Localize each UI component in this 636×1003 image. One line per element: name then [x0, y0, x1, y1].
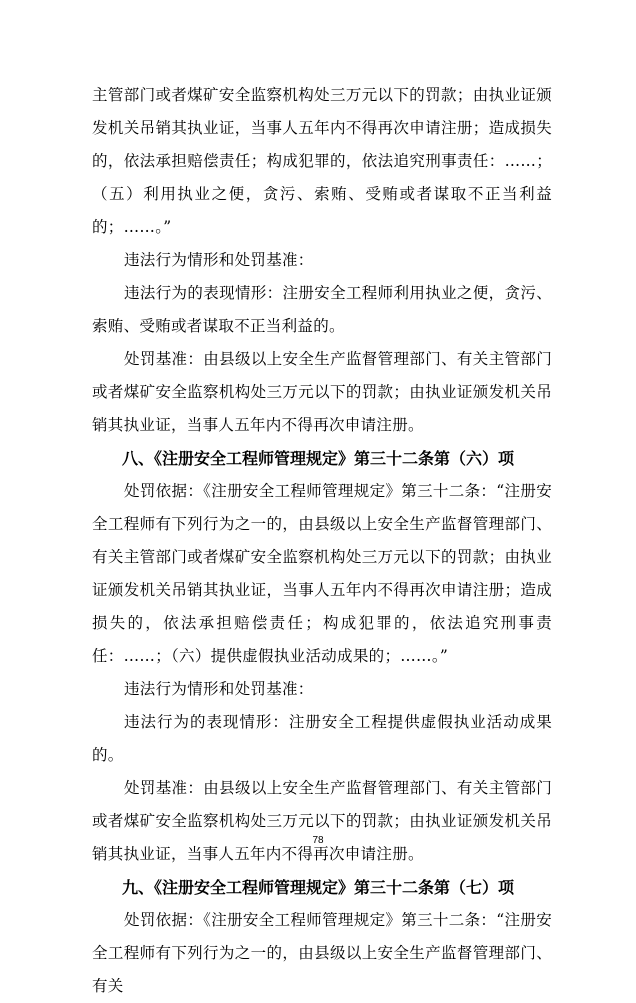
paragraph: 违法行为的表现情形：注册安全工程提供虚假执业活动成果的。	[92, 713, 552, 764]
page-number: 78	[312, 835, 324, 846]
paragraph: 处罚依据：《注册安全工程师管理规定》第三十二条：“注册安全工程师有下列行为之一的，由县级以上安全生产监督管理部门、有关主管部门或者煤矿安全监察机构处三万元以下的罚款；由执业证颁发机关吊销其执业证，当事人五年内不得再次申请注册；造成损失的，依法承担赔偿责任；构成犯罪的，依法追究刑事责任：……；（六）提供虚假执业活动成果的；……。”	[92, 482, 552, 665]
paragraph: 处罚基准：由县级以上安全生产监督管理部门、有关主管部门或者煤矿安全监察机构处三万元以下的罚款；由执业证颁发机关吊销其执业证，当事人五年内不得再次申请注册。	[92, 350, 552, 434]
paragraph: 违法行为情形和处罚基准：	[124, 680, 314, 698]
paragraph: 主管部门或者煤矿安全监察机构处三万元以下的罚款；由执业证颁发机关吊销其执业证，当事人五年内不得再次申请注册；造成损失的，依法承担赔偿责任；构成犯罪的，依法追究刑事责任：……；（五）利用执业之便，贪污、索贿、受贿或者谋取不正当利益的；……。”	[92, 86, 552, 236]
paragraph: 违法行为的表现情形：注册安全工程师利用执业之便，贪污、索贿、受贿或者谋取不正当利益的。	[92, 284, 552, 335]
paragraph: 处罚基准：由县级以上安全生产监督管理部门、有关主管部门或者煤矿安全监察机构处三万元以下的罚款；由执业证颁发机关吊销其执业证，当事人五年内不得再次申请注册。	[92, 779, 552, 863]
section-heading: 八、《注册安全工程师管理规定》第三十二条第（六）项	[122, 449, 515, 468]
page-body	[92, 79, 552, 1003]
section-heading: 九、《注册安全工程师管理规定》第三十二条第（七）项	[122, 878, 515, 897]
paragraph: 处罚依据：《注册安全工程师管理规定》第三十二条：“注册安全工程师有下列行为之一的，由县级以上安全生产监督管理部门、有关	[92, 911, 552, 995]
paragraph: 违法行为情形和处罚基准：	[124, 251, 314, 269]
